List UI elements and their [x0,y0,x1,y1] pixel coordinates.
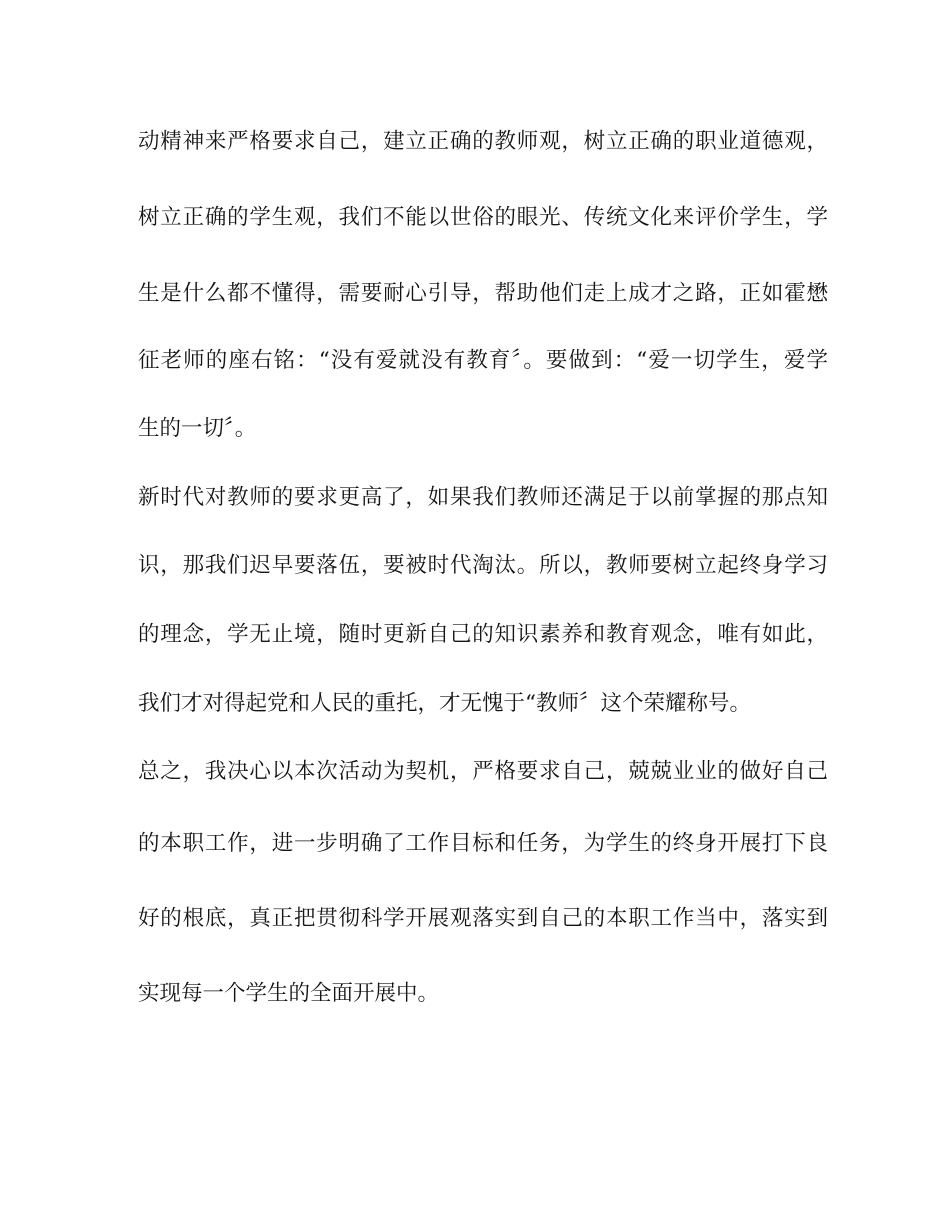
text-line: 征老师的座右铭：“没有爱就没有教育〞。要做到：“爱一切学生，爱学 [138,348,828,373]
text-line: 识，那我们迟早要落伍，要被时代淘汰。所以，教师要树立起终身学习 [138,553,828,578]
text-line: 的理念，学无止境，随时更新自己的知识素养和教育观念，唯有如此， [138,622,828,647]
text-line: 好的根底，真正把贯彻科学开展观落实到自己的本职工作当中，落实到 [138,906,828,931]
text-line: 生是什么都不懂得，需要耐心引导，帮助他们走上成才之路，正如霍懋 [138,281,828,306]
text-line: 总之，我决心以本次活动为契机，严格要求自己，兢兢业业的做好自己 [138,759,828,784]
text-line: 生的一切〞。 [138,416,257,441]
text-line: 实现每一个学生的全面开展中。 [138,981,440,1006]
text-line: 我们才对得起党和人民的重托，才无愧于“教师〞这个荣耀称号。 [138,691,751,716]
text-line: 树立正确的学生观，我们不能以世俗的眼光、传统文化来评价学生，学 [138,205,828,230]
text-line: 动精神来严格要求自己，建立正确的教师观，树立正确的职业道德观， [138,129,828,154]
text-line: 的本职工作，进一步明确了工作目标和任务，为学生的终身开展打下良 [138,831,828,856]
text-line: 新时代对教师的要求更高了，如果我们教师还满足于以前掌握的那点知 [138,485,828,510]
